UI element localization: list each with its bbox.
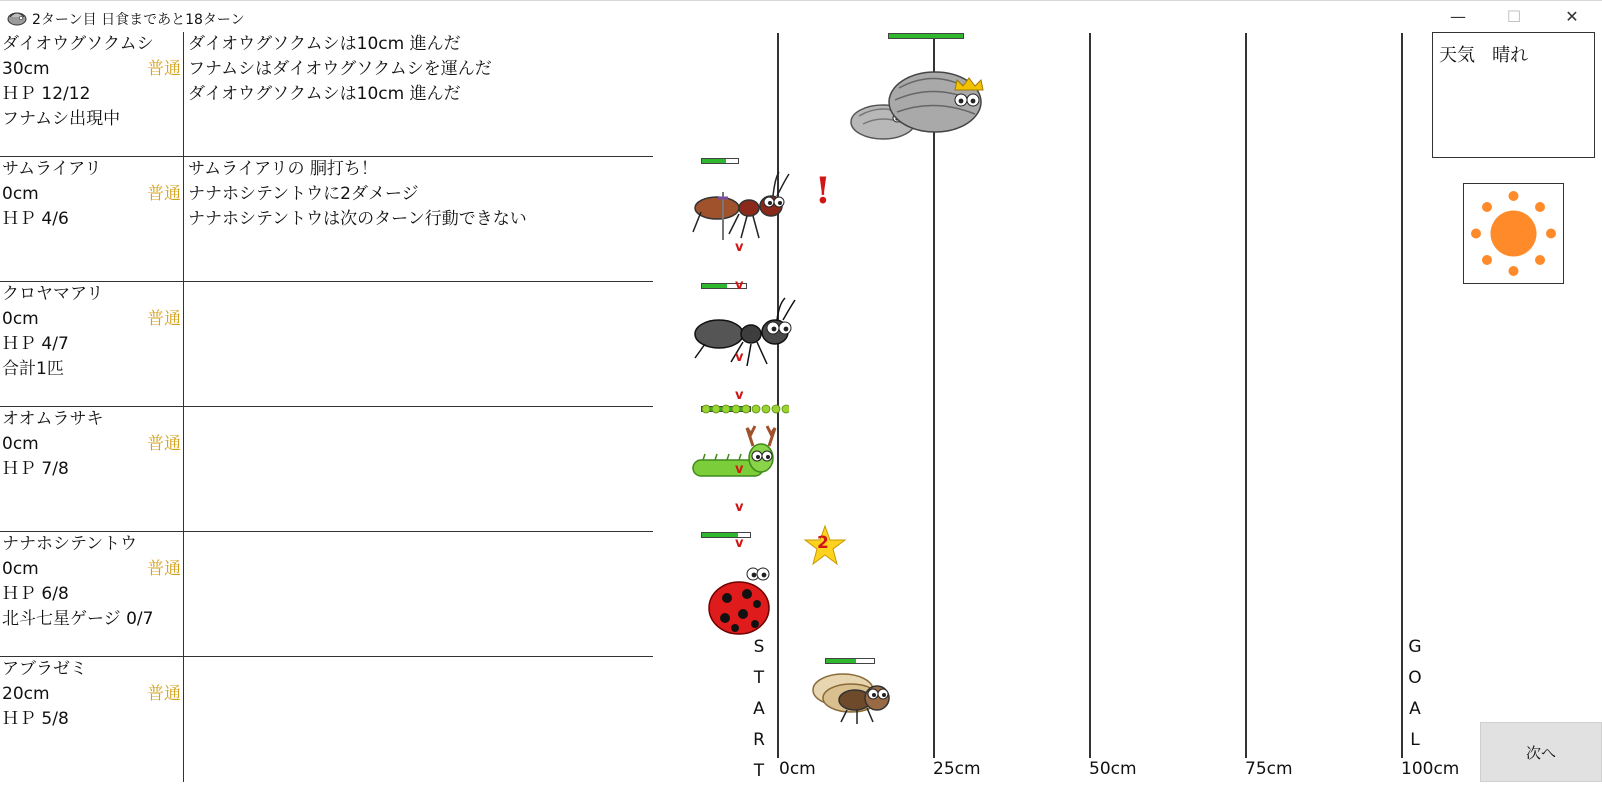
goal-line xyxy=(1401,33,1403,758)
title-bar xyxy=(0,0,1602,32)
track-line-50 xyxy=(1089,33,1091,758)
competitor-status xyxy=(0,157,184,281)
weather-label: 天気 xyxy=(1439,45,1475,66)
competitor-row xyxy=(0,282,653,407)
tick-label: 75cm xyxy=(1245,759,1293,779)
competitor-extra: 合計1匹 xyxy=(2,359,64,379)
competitor-distance: 0cm xyxy=(2,559,39,579)
competitor-name: ナナホシテントウ xyxy=(2,534,138,554)
slow-mark: v xyxy=(735,350,744,365)
competitor-status xyxy=(0,282,184,406)
sun-icon xyxy=(1464,184,1563,283)
tick-label: 25cm xyxy=(933,759,981,779)
competitor-distance: 0cm xyxy=(2,184,39,204)
samurai-ant-icon xyxy=(693,172,789,240)
start-letter: T xyxy=(753,761,765,781)
slow-mark: v xyxy=(735,536,744,551)
competitor-extra: 北斗七星ゲージ 0/7 xyxy=(2,609,154,629)
goal-label xyxy=(1405,632,1425,756)
tick-label: 50cm xyxy=(1089,759,1137,779)
competitor-name: アブラゼミ xyxy=(2,659,87,679)
log-line: サムライアリの 胴打ち！ xyxy=(188,159,378,179)
slow-mark: v xyxy=(735,240,744,255)
competitor-condition: 普通 xyxy=(147,434,181,454)
competitor-condition: 普通 xyxy=(147,559,181,579)
tick-label: 100cm xyxy=(1401,759,1460,779)
weather-icon-box xyxy=(1463,183,1564,284)
hp-bar-fill xyxy=(889,34,963,38)
maximize-button[interactable]: ☐ xyxy=(1506,7,1522,26)
competitor-status xyxy=(0,407,184,531)
competitor-name: クロヤマアリ xyxy=(2,284,104,304)
weather-value: 晴れ xyxy=(1492,45,1529,66)
cicada-icon xyxy=(813,674,889,724)
hp-bar xyxy=(701,532,751,538)
start-letter: S xyxy=(753,637,765,657)
start-letter: A xyxy=(753,699,765,719)
competitor-hp: ＨＰ 4/7 xyxy=(2,334,69,354)
competitor-hp: ＨＰ 7/8 xyxy=(2,459,69,479)
log-line: ナナホシテントウに2ダメージ xyxy=(188,184,419,204)
slow-mark: v xyxy=(735,388,744,403)
slow-mark: v xyxy=(735,462,744,477)
ladybird-icon xyxy=(709,568,769,634)
competitor-condition: 普通 xyxy=(147,184,181,204)
window-title: 2ターン目 日食まであと18ターン xyxy=(32,12,245,28)
competitor-row xyxy=(0,657,653,782)
goal-letter: O xyxy=(1408,668,1422,688)
close-button[interactable]: ✕ xyxy=(1565,7,1579,26)
competitor-condition: 普通 xyxy=(147,309,181,329)
competitor-name: オオムラサキ xyxy=(2,409,104,429)
samurai-ant-sprite xyxy=(689,168,809,248)
cicada-sprite xyxy=(807,662,903,728)
battle-log xyxy=(188,157,648,232)
goal-letter: A xyxy=(1409,699,1421,719)
start-line xyxy=(777,33,779,758)
log-line: ダイオウグソクムシは10cm 進んだ xyxy=(188,34,461,54)
competitor-row xyxy=(0,407,653,532)
weather-readout xyxy=(1439,41,1528,67)
hp-bar-fill xyxy=(702,159,726,163)
hp-bar-fill xyxy=(702,533,738,537)
ladybird-sprite xyxy=(697,552,793,648)
competitor-row xyxy=(0,32,653,157)
competitor-distance: 0cm xyxy=(2,309,39,329)
start-label xyxy=(749,632,769,787)
goal-letter: L xyxy=(1410,730,1420,750)
competitor-distance: 0cm xyxy=(2,434,39,454)
slow-mark: v xyxy=(735,278,744,293)
tick-label: 0cm xyxy=(779,759,816,779)
competitor-row xyxy=(0,532,653,657)
log-line: フナムシはダイオウグソクムシを運んだ xyxy=(188,59,492,79)
minimize-button[interactable]: — xyxy=(1450,7,1466,26)
competitor-name: サムライアリ xyxy=(2,159,102,179)
giant-isopod-sprite xyxy=(843,44,993,159)
log-line: ダイオウグソクムシは10cm 進んだ xyxy=(188,84,461,104)
competitor-hp: ＨＰ 5/8 xyxy=(2,709,69,729)
black-ant-sprite xyxy=(691,292,811,372)
competitor-distance: 30cm xyxy=(2,59,50,79)
competitor-name: ダイオウグソクムシ xyxy=(2,34,154,54)
competitor-hp: ＨＰ 6/8 xyxy=(2,584,69,604)
slow-mark: v xyxy=(735,500,744,515)
competitor-row xyxy=(0,157,653,282)
star-count: 2 xyxy=(817,533,829,553)
competitor-extra: フナムシ出現中 xyxy=(2,109,121,129)
egg-row-icon xyxy=(701,404,789,414)
log-line: ナナホシテントウは次のターン行動できない xyxy=(188,209,527,229)
competitor-status xyxy=(0,532,184,656)
next-button[interactable]: 次へ xyxy=(1480,722,1602,782)
goal-letter: G xyxy=(1408,637,1422,657)
caterpillar-icon xyxy=(693,426,775,476)
competitor-status xyxy=(0,32,184,156)
weather-panel xyxy=(1432,32,1595,158)
start-letter: R xyxy=(753,730,765,750)
hp-bar-fill xyxy=(702,284,727,288)
competitor-condition: 普通 xyxy=(147,59,181,79)
hp-bar xyxy=(701,158,739,164)
caterpillar-sprite xyxy=(689,416,789,500)
black-ant-icon xyxy=(695,298,795,366)
competitor-hp: ＨＰ 12/12 xyxy=(2,84,91,104)
alert-mark: ! xyxy=(815,170,831,212)
track-line-75 xyxy=(1245,33,1247,758)
competitor-distance: 20cm xyxy=(2,684,50,704)
competitor-hp: ＨＰ 4/6 xyxy=(2,209,69,229)
competitor-status xyxy=(0,657,184,782)
competitor-condition: 普通 xyxy=(147,684,181,704)
start-letter: T xyxy=(753,668,765,688)
app-icon xyxy=(6,7,28,27)
battle-log xyxy=(188,32,648,107)
hp-bar xyxy=(888,33,964,39)
